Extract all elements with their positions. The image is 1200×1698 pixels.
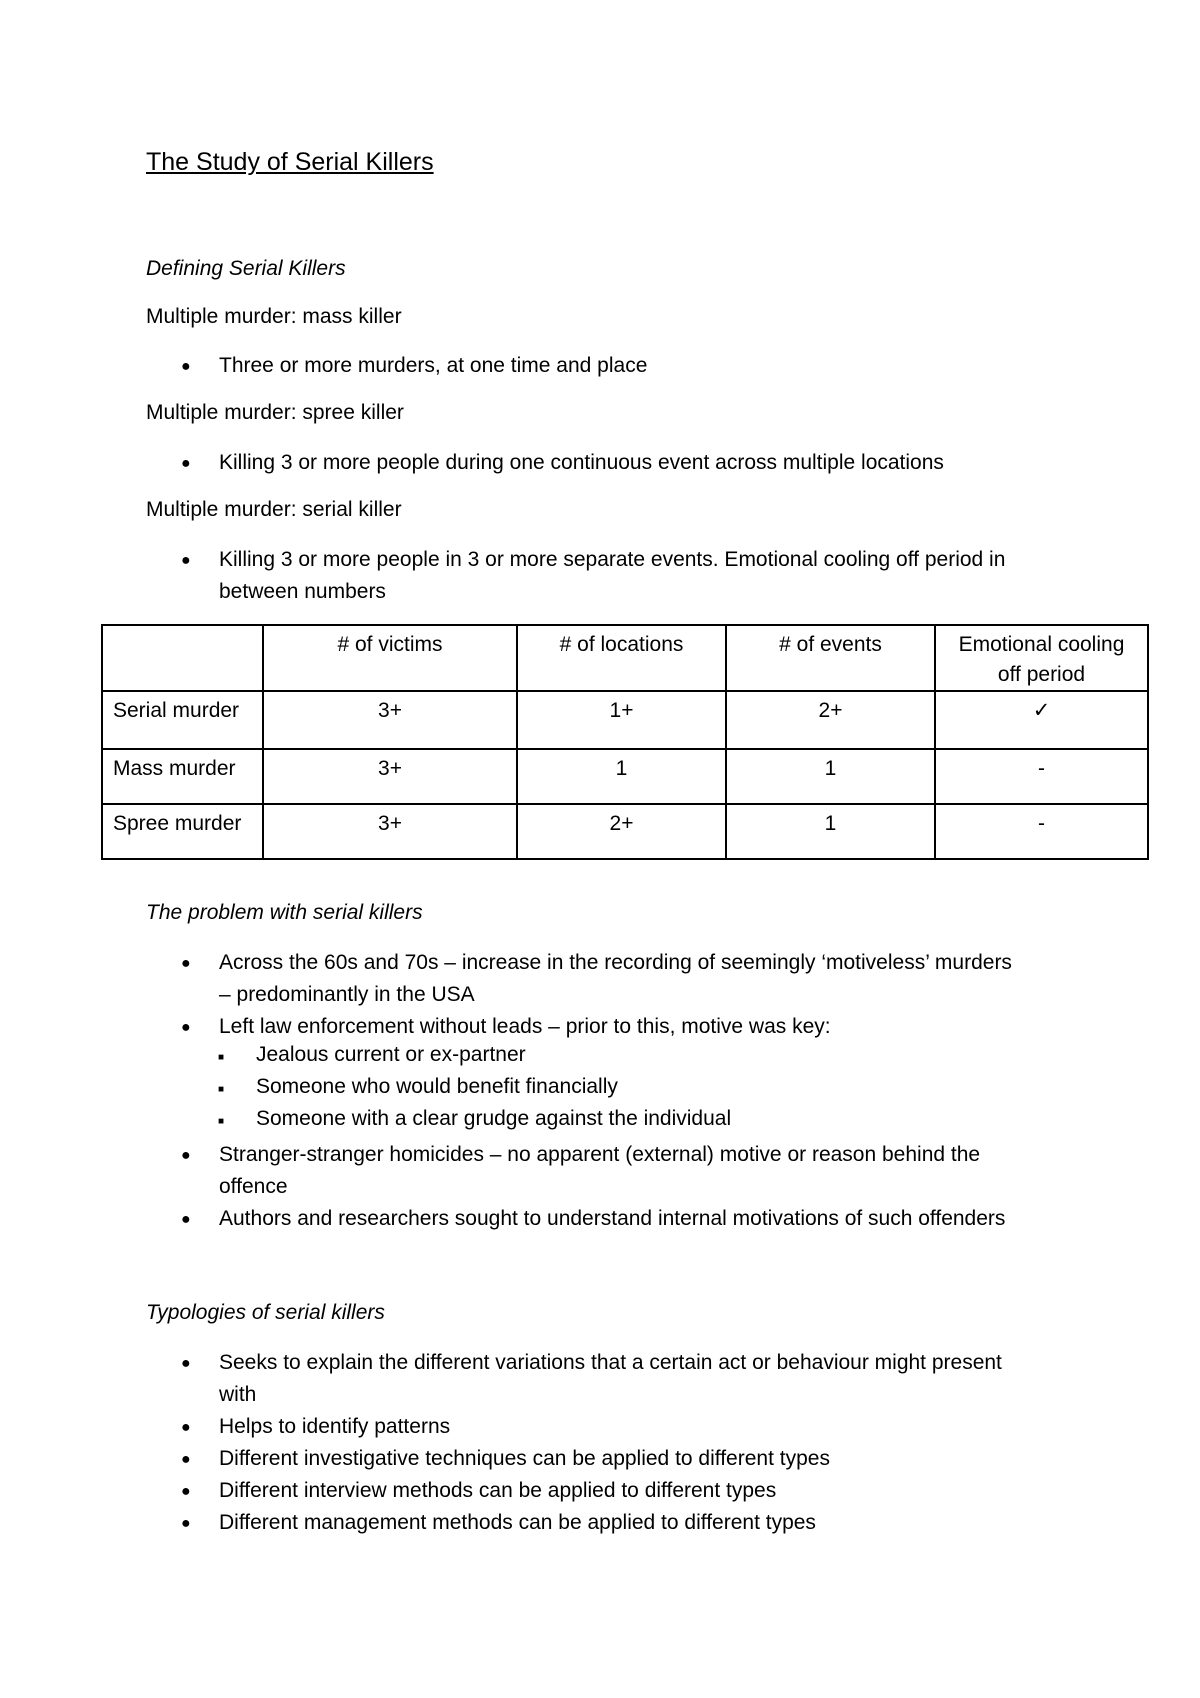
sub-list-item: Someone with a clear grudge against the individual [256,1107,732,1130]
list-item: Killing 3 or more people in 3 or more separate events. Emotional cooling off period in [219,548,1006,571]
table-cell: 1 [726,804,935,859]
table-row-label: Mass murder [102,749,263,804]
list-item: Seeks to explain the different variations that a certain act or behaviour might present [219,1351,1002,1374]
table-row [102,749,1148,804]
list-item: Stranger-stranger homicides – no apparent (external) motive or reason behind the [219,1143,981,1166]
square-bullet-icon: ■ [218,1116,225,1127]
list-item-continuation: – predominantly in the USA [219,983,475,1006]
list-item-continuation: offence [219,1175,288,1198]
square-bullet-icon: ■ [218,1052,225,1063]
checkmark-icon: ✓ [935,691,1148,749]
bullet-icon: ● [181,955,191,972]
table-header [102,625,263,691]
list-item: Killing 3 or more people during one continuous event across multiple locations [219,451,944,474]
bullet-icon: ● [181,1019,191,1036]
list-item-continuation: with [219,1383,257,1406]
bullet-icon: ● [181,1451,191,1468]
bullet-icon: ● [181,1419,191,1436]
bullet-icon: ● [181,455,191,472]
label-spree-killer: Multiple murder: spree killer [146,401,404,424]
bullet-icon: ● [181,1211,191,1228]
table-header: # of events [726,625,935,691]
table-cell: 2+ [726,691,935,749]
list-item: Different management methods can be applied to different types [219,1511,816,1534]
bullet-icon: ● [181,1483,191,1500]
bullet-icon: ● [181,1355,191,1372]
bullet-icon: ● [181,1147,191,1164]
list-item: Authors and researchers sought to understand internal motivations of such offenders [219,1207,1006,1230]
list-item: Different investigative techniques can be applied to different types [219,1447,830,1470]
table-cell: 2+ [517,804,726,859]
section-heading-defining: Defining Serial Killers [146,257,346,280]
list-item: Three or more murders, at one time and place [219,354,648,377]
table-header: Emotional cooling off period [935,625,1148,691]
square-bullet-icon: ■ [218,1084,225,1095]
label-mass-killer: Multiple murder: mass killer [146,305,402,328]
list-item: Left law enforcement without leads – prior to this, motive was key: [219,1015,831,1038]
table-cell: - [935,804,1148,859]
table-row-label: Spree murder [102,804,263,859]
bullet-icon: ● [181,1515,191,1532]
section-heading-typologies: Typologies of serial killers [146,1301,385,1324]
table-cell: 3+ [263,749,517,804]
list-item: Different interview methods can be applied to different types [219,1479,777,1502]
table-cell: 1 [726,749,935,804]
table-cell: - [935,749,1148,804]
table-row [102,691,1148,749]
sub-list-item: Jealous current or ex-partner [256,1043,526,1066]
table-cell: 1 [517,749,726,804]
list-item: Across the 60s and 70s – increase in the recording of seemingly ‘motiveless’ murders [219,951,1012,974]
list-item-continuation: between numbers [219,580,386,603]
label-serial-killer: Multiple murder: serial killer [146,498,402,521]
table-row-label: Serial murder [102,691,263,749]
sub-list-item: Someone who would benefit financially [256,1075,618,1098]
table-header-row [102,625,1148,691]
definitions-table [101,624,1149,860]
table-cell: 1+ [517,691,726,749]
bullet-icon: ● [181,552,191,569]
table-cell: 3+ [263,691,517,749]
page-title: The Study of Serial Killers [146,148,434,176]
section-heading-problem: The problem with serial killers [146,901,423,924]
table-row [102,804,1148,859]
table-header: # of locations [517,625,726,691]
list-item: Helps to identify patterns [219,1415,451,1438]
table-header: # of victims [263,625,517,691]
bullet-icon: ● [181,358,191,375]
table-cell: 3+ [263,804,517,859]
